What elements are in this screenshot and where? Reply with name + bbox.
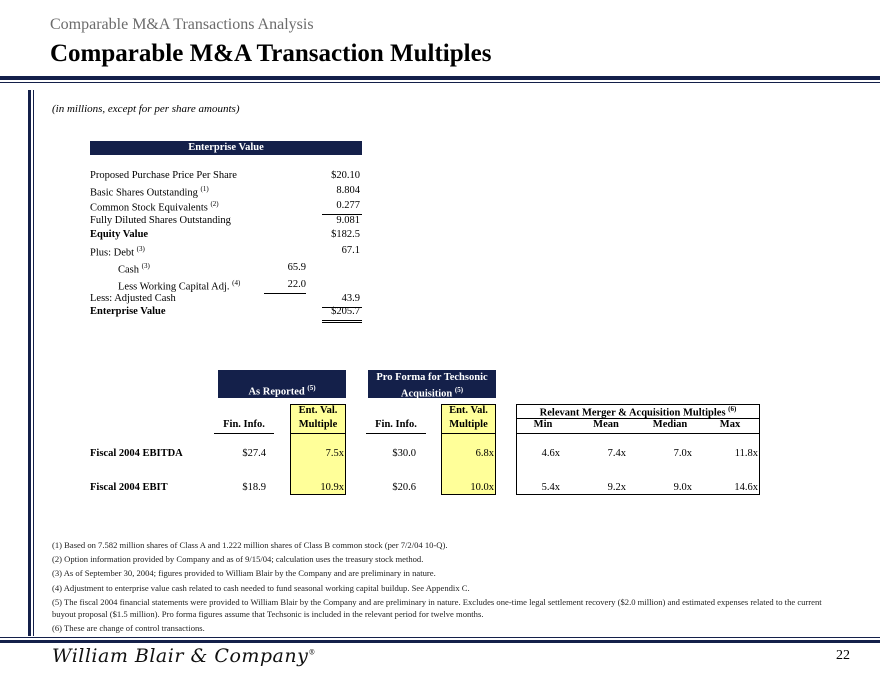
footnote-ref: (6): [728, 405, 737, 413]
as-reported-multiple-label: Multiple: [298, 419, 338, 430]
ev-value: 9.081: [336, 215, 360, 226]
ev-row-enterprise-value: [90, 306, 362, 321]
footnote-1: (1) Based on 7.582 million shares of Class A and 1.222 million shares of Class B common stock (per 7/2/04 10-Q).: [52, 540, 448, 550]
footnote-ref: (3): [136, 245, 145, 253]
footnote-ref: (5): [454, 386, 464, 394]
ebit-pro-forma-fin: $20.6: [392, 482, 416, 493]
ev-label: Proposed Purchase Price Per Share: [90, 170, 237, 181]
ev-label: Plus: Debt $^{(3)}$: [90, 245, 145, 259]
ebit-as-reported-fin: $18.9: [242, 482, 266, 493]
header-rule: [0, 76, 880, 80]
as-reported-header: As Reported $^{(5)}$: [218, 370, 346, 398]
median-label: Median: [652, 419, 688, 430]
page-number: 22: [836, 648, 850, 663]
ebitda-max: 11.8x: [734, 448, 758, 459]
footnote-6: (6) These are change of control transactions.: [52, 623, 205, 634]
section-subtitle: Comparable M&A Transactions Analysis: [50, 16, 314, 33]
page-title: Comparable M&A Transaction Multiples: [50, 40, 492, 67]
ev-value: 43.9: [341, 293, 360, 304]
ev-row-equity-value: [90, 229, 362, 244]
min-label: Min: [533, 419, 553, 430]
ebit-mean: 9.2x: [607, 482, 626, 493]
ev-label: Common Stock Equivalents $^{(2)}$: [90, 200, 219, 214]
ev-mid-value: 65.9: [287, 262, 306, 273]
ev-value: $205.7: [331, 306, 360, 317]
header-underline: [366, 433, 426, 434]
enterprise-value-header: Enterprise Value: [90, 141, 362, 155]
row-label-ebitda: Fiscal 2004 EBITDA: [90, 448, 183, 459]
ev-row-purchase-price: [90, 170, 362, 185]
footer-rule-thin: [0, 637, 880, 638]
ev-row-basic-shares: [90, 185, 362, 200]
ebitda-as-reported-multiple: 7.5x: [325, 448, 344, 459]
footnote-4: (4) Adjustment to enterprise value cash related to cash needed to fund seasonal working capital buildup. See Appendix C.: [52, 582, 470, 593]
pro-forma-header: Pro Forma for Techsonic Acquisition $^{(5)}$: [368, 370, 496, 398]
ebitda-mean: 7.4x: [607, 448, 626, 459]
ebit-pro-forma-multiple: 10.0x: [470, 482, 494, 493]
row-label-ebit: Fiscal 2004 EBIT: [90, 482, 168, 493]
pro-forma-ent-val-label: Ent. Val.: [449, 405, 488, 416]
ev-mid-value: 22.0: [287, 279, 306, 290]
footnote-3: (3) As of September 30, 2004; figures provided to William Blair by the Company and are preliminary in nature.: [52, 568, 436, 579]
as-reported-ent-val-label: Ent. Val.: [298, 405, 338, 416]
ebit-min: 5.4x: [541, 482, 560, 493]
footnote-5: (5) The fiscal 2004 financial statements were provided to William Blair by the Company and are preliminary in nature. Excludes one-time legal settlement recovery ($2.0 million) and estimated expenses related to the current buyout proposal ($1.5 million). Pro forma figures assume that Techsonic is included in the relevant period for twelve months.: [52, 596, 822, 620]
ev-value: 8.804: [336, 185, 360, 196]
ebitda-min: 4.6x: [541, 448, 560, 459]
header-underline: [290, 433, 346, 434]
ev-label: Fully Diluted Shares Outstanding: [90, 215, 231, 226]
ev-label: Cash $^{(3)}$: [118, 262, 150, 276]
ev-double-underline: [322, 320, 362, 321]
header-underline: [441, 433, 496, 434]
ebit-median: 9.0x: [673, 482, 692, 493]
left-border-thin: [33, 90, 34, 636]
footnote-ref: (2): [210, 200, 219, 208]
units-note: (in millions, except for per share amounts): [52, 103, 240, 115]
footnote-ref: (5): [307, 384, 316, 392]
header-underline: [516, 433, 760, 434]
ev-value: $182.5: [331, 229, 360, 240]
registered-mark: ®: [308, 648, 316, 657]
pro-forma-multiple-label: Multiple: [449, 419, 488, 430]
max-label: Max: [719, 419, 741, 430]
ev-double-underline: [322, 322, 362, 323]
footnote-ref: (4): [232, 279, 241, 287]
footnote-ref: (1): [200, 185, 209, 193]
footer-rule: [0, 640, 880, 643]
footnotes: [52, 539, 822, 634]
ev-value: 0.277: [336, 200, 360, 211]
ev-label: Equity Value: [90, 229, 149, 240]
ev-row-fully-diluted: [90, 215, 362, 230]
ev-row-cash: [90, 262, 362, 277]
company-logo: William Blair & Company®: [52, 645, 316, 667]
ebitda-as-reported-fin: $27.4: [242, 448, 266, 459]
ev-row-plus-debt: [90, 245, 362, 260]
left-border: [28, 90, 31, 636]
footnote-2: (2) Option information provided by Company and as of 9/15/04; calculation uses the treasury stock method.: [52, 554, 424, 565]
header-rule-thin: [0, 82, 880, 83]
header-underline: [214, 433, 274, 434]
ebit-max: 14.6x: [734, 482, 758, 493]
ev-value: $20.10: [331, 170, 360, 181]
ev-label: Less: Adjusted Cash: [90, 293, 176, 304]
ev-row-working-capital: [90, 279, 362, 294]
header-underline: [516, 418, 760, 419]
ebitda-median: 7.0x: [673, 448, 692, 459]
pro-forma-fin-info-label: Fin. Info.: [375, 419, 417, 430]
ev-label: Enterprise Value: [90, 306, 166, 317]
mean-label: Mean: [593, 419, 619, 430]
ev-row-common-stock-equivalents: [90, 200, 362, 215]
ev-label: Less Working Capital Adj. $^{(4)}$: [118, 279, 241, 293]
relevant-multiples-header: Relevant Merger & Acquisition Multiples $^{(6)}$: [539, 405, 737, 419]
as-reported-fin-info-label: Fin. Info.: [223, 419, 265, 430]
footnote-ref: (3): [141, 262, 150, 270]
ebitda-pro-forma-fin: $30.0: [392, 448, 416, 459]
ev-label: Basic Shares Outstanding $^{(1)}$: [90, 185, 209, 199]
ebit-as-reported-multiple: 10.9x: [320, 482, 344, 493]
ebitda-pro-forma-multiple: 6.8x: [475, 448, 494, 459]
ev-value: 67.1: [341, 245, 360, 256]
